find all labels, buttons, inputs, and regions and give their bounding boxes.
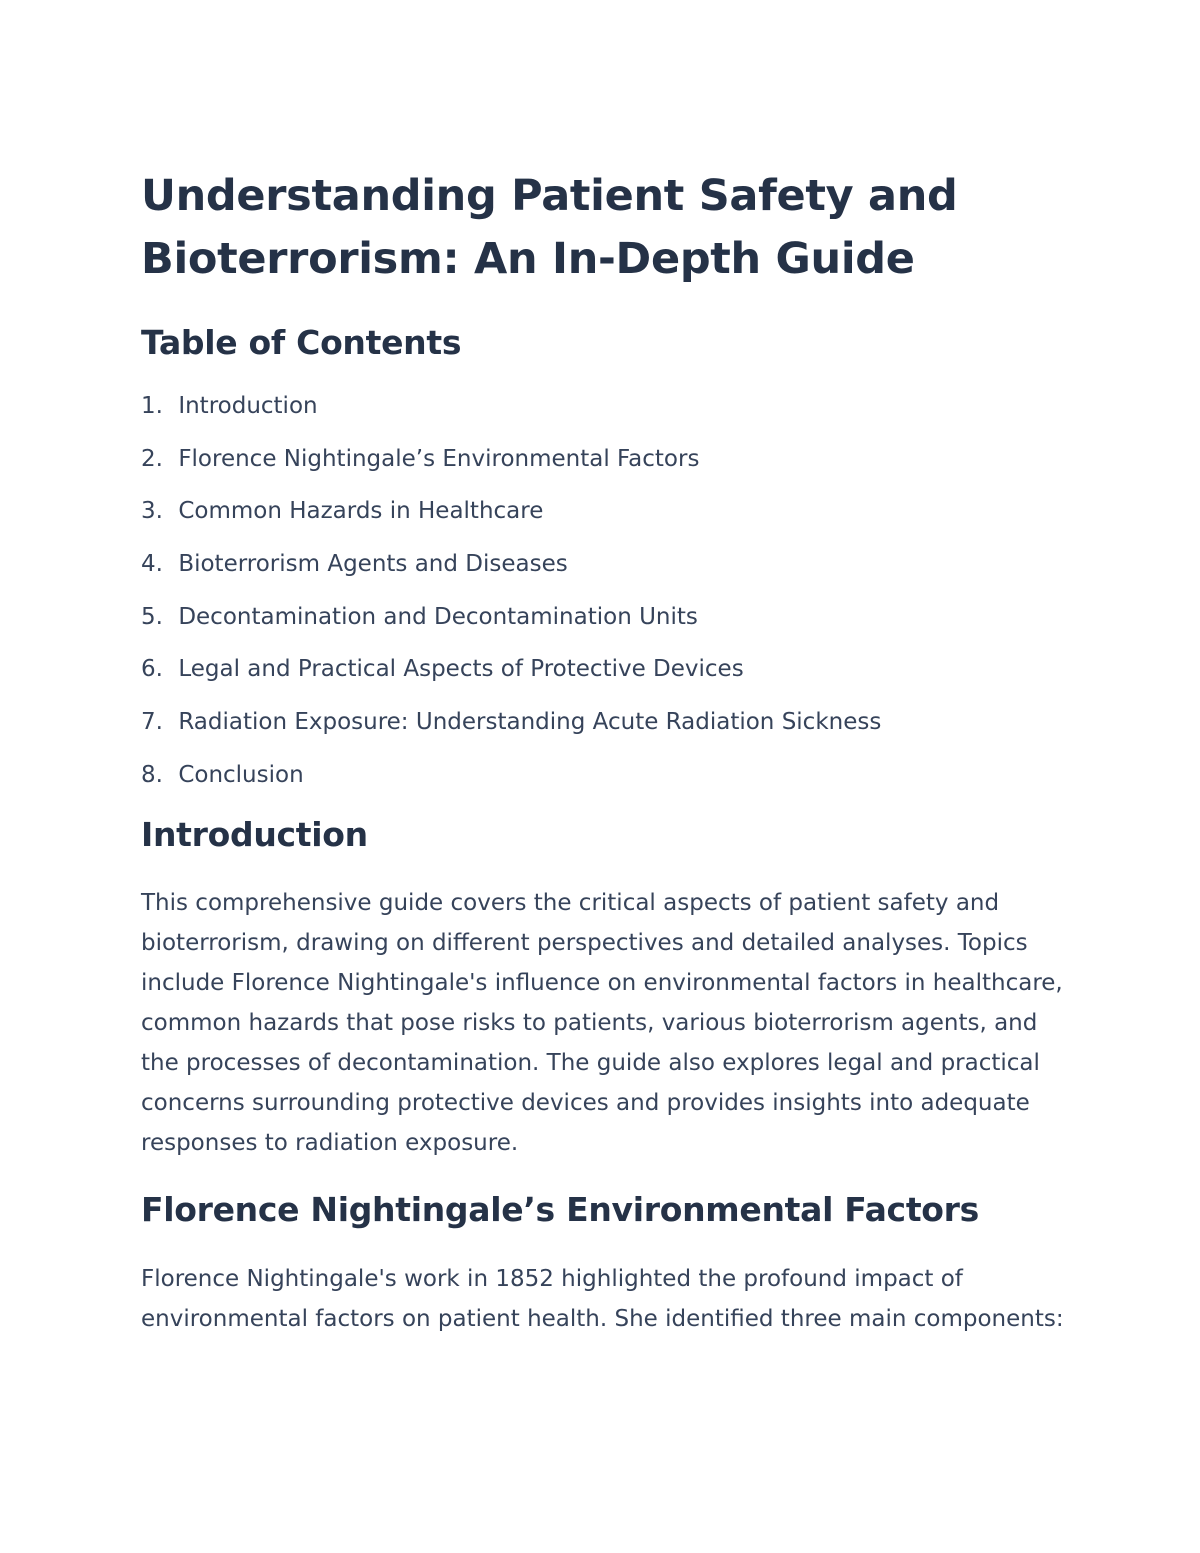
introduction-paragraph: This comprehensive guide covers the critical aspects of patient safety and bioterrorism, drawing on different perspectives and detailed analyses. Topics include Florence Nightingale's influence on environmental factors in healthcare, common hazards that pose risks to patients, various bioterrorism agents, and the processes of decontamination. The guide also explores legal and practical concerns surrounding protective devices and provides insights into adequate responses to radiation exposure. — [141, 889, 1063, 1156]
toc-item-label: Florence Nightingale’s Environmental Factors — [178, 445, 700, 472]
table-of-contents — [141, 391, 1071, 790]
toc-item-number: 2. — [141, 445, 163, 472]
document-title: Understanding Patient Safety and Bioterrorism: An In-Depth Guide — [141, 171, 958, 284]
toc-item-label: Legal and Practical Aspects of Protective Devices — [178, 656, 744, 683]
introduction-heading: Introduction — [141, 814, 368, 854]
toc-item-bioterrorism[interactable] — [141, 549, 1071, 579]
toc-item-hazards[interactable] — [141, 496, 1071, 526]
toc-item-introduction[interactable] — [141, 391, 1071, 421]
toc-item-label: Decontamination and Decontamination Units — [178, 603, 698, 630]
toc-item-protective-devices[interactable] — [141, 654, 1071, 684]
toc-item-number: 1. — [141, 393, 163, 419]
florence-paragraph: Florence Nightingale's work in 1852 highlighted the profound impact of environmental factors on patient health. She identified three main components: — [141, 1265, 1064, 1332]
toc-item-label: Radiation Exposure: Understanding Acute Radiation Sickness — [178, 709, 882, 736]
toc-item-label: Introduction — [178, 393, 318, 419]
toc-item-label: Conclusion — [178, 761, 304, 788]
toc-item-label: Bioterrorism Agents and Diseases — [178, 551, 568, 578]
toc-item-decontamination[interactable] — [141, 602, 1071, 632]
toc-item-radiation[interactable] — [141, 707, 1071, 737]
toc-heading: Table of Contents — [141, 323, 462, 362]
toc-item-number: 5. — [141, 603, 163, 630]
toc-item-label: Common Hazards in Healthcare — [178, 498, 544, 525]
document-page — [141, 165, 1071, 1339]
toc-item-number: 7. — [141, 709, 163, 736]
toc-item-number: 4. — [141, 551, 163, 578]
toc-item-conclusion[interactable] — [141, 760, 1071, 790]
toc-item-number: 3. — [141, 498, 163, 525]
toc-item-number: 6. — [141, 656, 163, 683]
toc-item-florence[interactable] — [141, 444, 1071, 474]
toc-item-number: 8. — [141, 761, 163, 788]
florence-heading: Florence Nightingale’s Environmental Factors — [141, 1189, 979, 1229]
